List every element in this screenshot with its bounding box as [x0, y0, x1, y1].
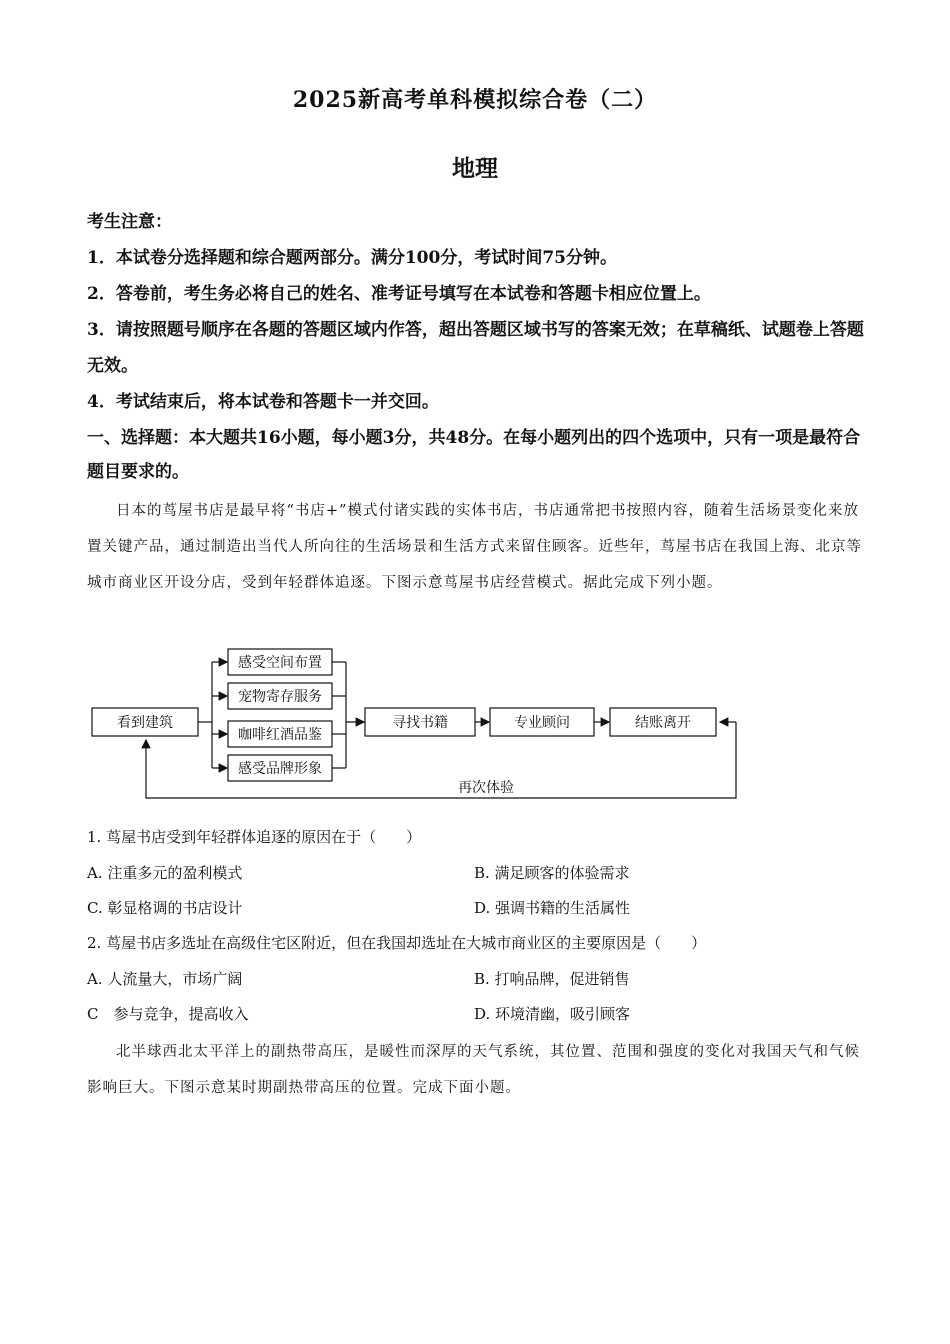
exam-notice	[87, 204, 877, 420]
section-heading: 一、选择题：本大题共16小题，每小题3分，共48分。在每小题列出的四个选项中，只有一项是最符合题目要求的。	[87, 428, 861, 482]
notice-item: 4．考试结束后，将本试卷和答题卡一并交回。	[87, 392, 439, 412]
node-start-label: 看到建筑	[117, 715, 173, 731]
node-branch-label: 感受品牌形象	[238, 761, 322, 777]
option-a: A. 人流量大，市场广阔	[87, 970, 243, 988]
page-title: 2025新高考单科模拟综合卷（二）	[292, 87, 658, 113]
loop-label: 再次体验	[458, 780, 514, 796]
option-a: A. 注重多元的盈利模式	[87, 864, 243, 882]
question-stem: 1. 茑屋书店受到年轻群体追逐的原因在于（ ）	[87, 828, 422, 846]
node-branch-label: 宠物寄存服务	[238, 689, 322, 705]
option-c: C. 彰显格调的书店设计	[87, 899, 243, 917]
notice-item: 1．本试卷分选择题和综合题两部分。满分100分，考试时间75分钟。	[87, 248, 617, 268]
option-d: D. 环境清幽，吸引顾客	[474, 1005, 631, 1023]
passage-bookstore: 日本的茑屋书店是最早将“书店+”模式付诸实践的实体书店，书店通常把书按照内容，随着生活场景变化来放置关键产品，通过制造出当代人所向往的生活场景和生活方式来留住顾客。近些年，茑屋书店在我国上海、北京等城市商业区开设分店，受到年轻群体追逐。下图示意茑屋书店经营模式。据此完成下列小题。	[87, 503, 862, 591]
node-step2-label: 专业顾问	[514, 715, 570, 731]
question-stem: 2. 茑屋书店多选址在高级住宅区附近，但在我国却选址在大城市商业区的主要原因是（ ）	[87, 934, 707, 952]
option-b: B. 满足顾客的体验需求	[474, 864, 630, 882]
node-branch-label: 感受空间布置	[238, 655, 322, 671]
subject-title: 地理	[452, 155, 498, 182]
business-model-diagram	[88, 644, 748, 804]
option-b: B. 打响品牌，促进销售	[474, 970, 630, 988]
option-c: C 参与竞争，提高收入	[87, 1005, 249, 1023]
option-d: D. 强调书籍的生活属性	[474, 899, 631, 917]
passage-subtropical-high: 北半球西北太平洋上的副热带高压，是暖性而深厚的天气系统，其位置、范围和强度的变化对我国天气和气候影响巨大。下图示意某时期副热带高压的位置。完成下面小题。	[87, 1044, 860, 1096]
notice-item: 2．答卷前，考生务必将自己的姓名、准考证号填写在本试卷和答题卡相应位置上。	[87, 284, 711, 304]
node-branch-label: 咖啡红酒品鉴	[238, 727, 322, 743]
notice-heading: 考生注意：	[87, 212, 172, 232]
node-step1-label: 寻找书籍	[392, 715, 448, 731]
node-step3-label: 结账离开	[635, 715, 691, 731]
notice-item: 3．请按照题号顺序在各题的答题区域内作答，超出答题区域书写的答案无效；在草稿纸、试题卷上答题无效。	[87, 320, 864, 376]
